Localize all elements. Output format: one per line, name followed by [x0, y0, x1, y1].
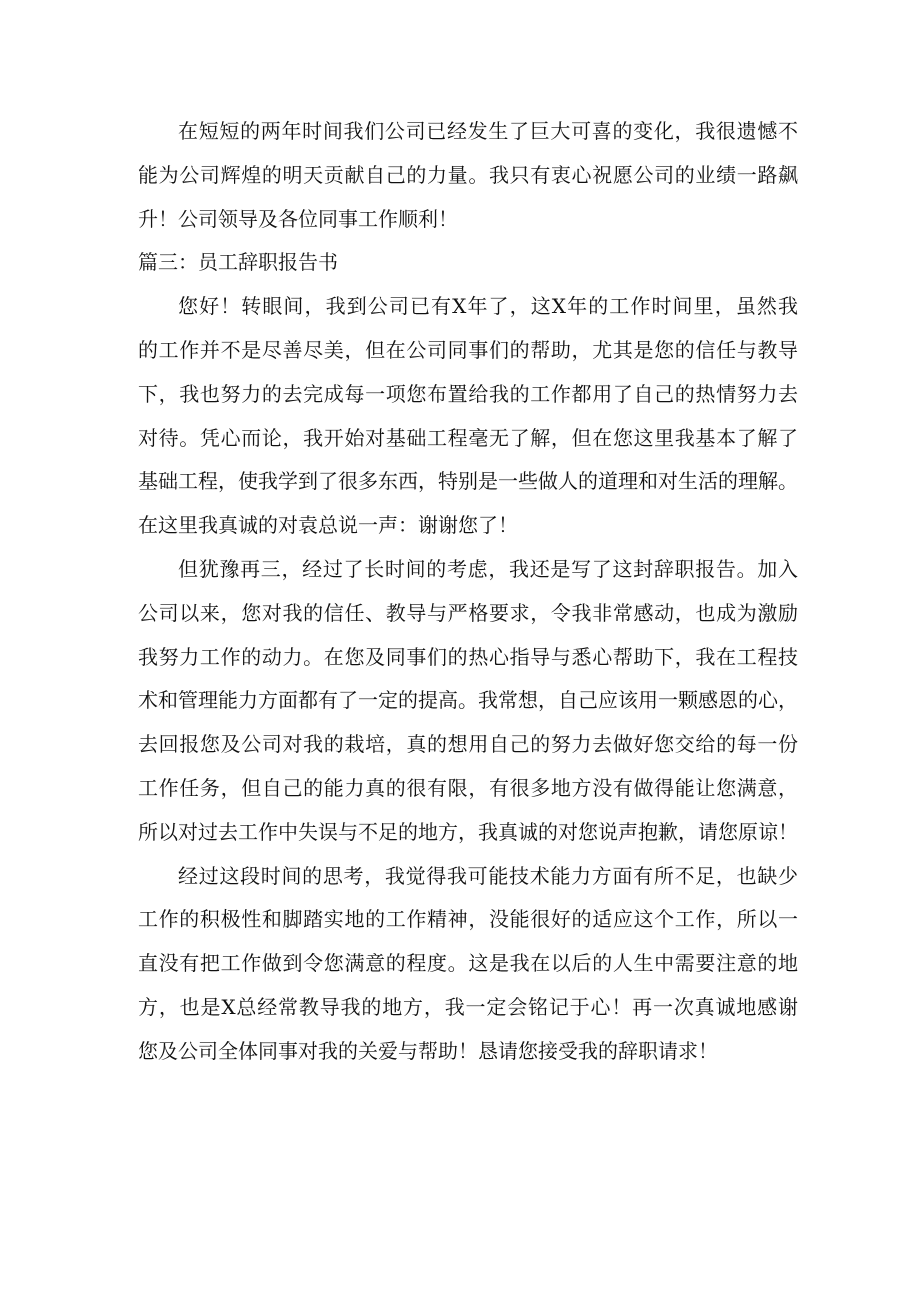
section-heading: 篇三：员工辞职报告书 [138, 250, 338, 275]
paragraph-line: 直没有把工作做到令您满意的程度。这是我在以后的人生中需要注意的地 [138, 951, 798, 976]
paragraph-line: 下，我也努力的去完成每一项您布置给我的工作都用了自己的热情努力去 [138, 381, 798, 406]
paragraph-line: 在短短的两年时间我们公司已经发生了巨大可喜的变化，我很遗憾不 [178, 119, 798, 143]
paragraph-line: 但犹豫再三，经过了长时间的考虑，我还是写了这封辞职报告。加入 [178, 556, 798, 581]
paragraph-line: 术和管理能力方面都有了一定的提高。我常想，自己应该用一颗感恩的心， [138, 688, 798, 713]
paragraph-line: 所以对过去工作中失误与不足的地方，我真诚的对您说声抱歉，请您原谅！ [138, 819, 798, 844]
paragraph-3 [138, 548, 798, 855]
paragraph-line: 公司以来，您对我的信任、教导与严格要求，令我非常感动，也成为激励 [138, 600, 798, 625]
paragraph-line: 基础工程，使我学到了很多东西，特别是一些做人的道理和对生活的理解。 [138, 469, 798, 494]
paragraph-line: 在这里我真诚的对袁总说一声：谢谢您了！ [138, 513, 518, 538]
paragraph-line: 工作的积极性和脚踏实地的工作精神，没能很好的适应这个工作，所以一 [138, 907, 798, 932]
paragraph-line: 方，也是X总经常教导我的地方，我一定会铭记于心！再一次真诚地感谢 [138, 994, 798, 1019]
paragraph-line: 升！公司领导及各位同事工作顺利！ [138, 206, 458, 231]
paragraph-line: 您及公司全体同事对我的关爱与帮助！恳请您接受我的辞职请求！ [138, 1038, 718, 1063]
paragraph-line: 工作任务，但自己的能力真的很有限，有很多地方没有做得能让您满意， [138, 775, 798, 800]
paragraph-line: 能为公司辉煌的明天贡献自己的力量。我只有衷心祝愿公司的业绩一路飙 [138, 162, 798, 187]
paragraph-line: 您好！转眼间，我到公司已有X年了，这X年的工作时间里，虽然我 [178, 294, 798, 319]
paragraph-line: 去回报您及公司对我的栽培，真的想用自己的努力去做好您交给的每一份 [138, 732, 798, 757]
paragraph-1 [138, 110, 798, 241]
document-body [138, 110, 798, 1074]
paragraph-line: 的工作并不是尽善尽美，但在公司同事们的帮助，尤其是您的信任与教导 [138, 337, 798, 362]
paragraph-line: 经过这段时间的思考，我觉得我可能技术能力方面有所不足，也缺少 [178, 863, 798, 888]
paragraph-line: 我努力工作的动力。在您及同事们的热心指导与悉心帮助下，我在工程技 [138, 644, 798, 669]
paragraph-2 [138, 285, 798, 548]
paragraph-line: 对待。凭心而论，我开始对基础工程毫无了解，但在您这里我基本了解了 [138, 425, 798, 450]
paragraph-4 [138, 855, 798, 1074]
